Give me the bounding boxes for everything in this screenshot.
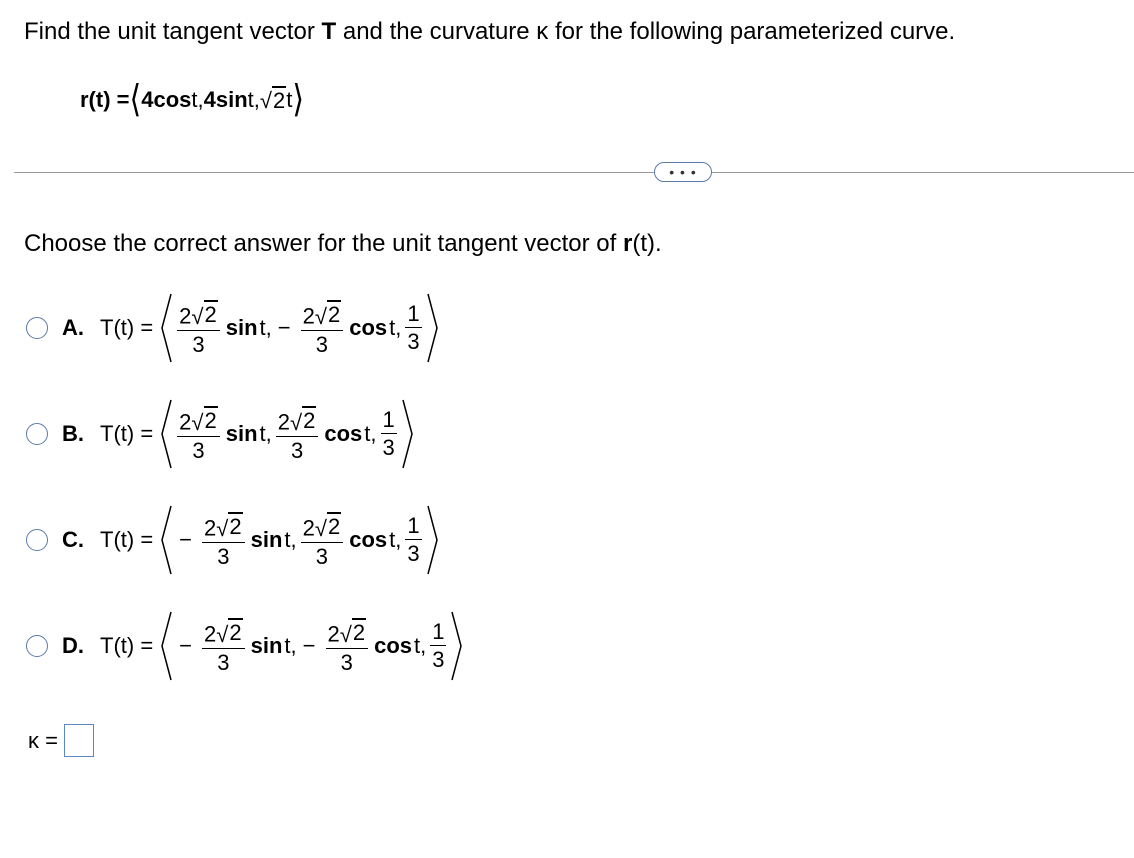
func2: cos bbox=[349, 527, 388, 552]
curve-lhs: r(t) = bbox=[80, 87, 130, 112]
sign1: − bbox=[179, 527, 193, 552]
option-d[interactable] bbox=[26, 606, 464, 686]
curvature-input[interactable] bbox=[64, 724, 94, 757]
sqrt-icon: √ bbox=[314, 515, 327, 541]
curve-c1-arg: t, bbox=[191, 87, 204, 112]
sqrt-icon: √ bbox=[339, 621, 352, 647]
func1: sin bbox=[250, 633, 283, 658]
curve-c3-radicand: 2 bbox=[272, 88, 286, 114]
prompt-r-symbol: r bbox=[623, 230, 633, 257]
sqrt-icon: √ bbox=[216, 621, 229, 647]
curve-c1-func: cos bbox=[153, 87, 192, 112]
question-part2: and the curvature κ for the following parameterized curve. bbox=[336, 18, 956, 45]
option-lhs: T(t) = bbox=[100, 315, 154, 340]
func1: sin bbox=[225, 315, 258, 340]
sqrt-icon: √ bbox=[314, 303, 327, 329]
option-vector bbox=[159, 398, 415, 470]
option-a[interactable] bbox=[26, 288, 440, 368]
left-angle-bracket-icon bbox=[159, 292, 173, 364]
curve-c3-var: t bbox=[286, 87, 293, 112]
sqrt-icon: √ bbox=[191, 303, 204, 329]
left-angle-bracket-icon bbox=[159, 398, 173, 470]
arg1: t, bbox=[259, 315, 272, 340]
sqrt-icon: √ bbox=[191, 409, 204, 435]
option-letter: A. bbox=[62, 315, 84, 340]
section-divider bbox=[14, 172, 1134, 173]
coef-fraction-1: 2 √ 2 3 bbox=[177, 300, 220, 355]
func2: cos bbox=[349, 315, 388, 340]
sqrt-icon: √ bbox=[259, 87, 272, 113]
coef-fraction-1: 2 √ 2 3 bbox=[202, 512, 245, 567]
option-lhs: T(t) = bbox=[100, 633, 154, 658]
question-part1: Find the unit tangent vector bbox=[24, 18, 322, 45]
option-c[interactable] bbox=[26, 500, 440, 580]
coef-fraction-2: 2 √ 2 3 bbox=[301, 512, 344, 567]
radio-button[interactable] bbox=[26, 423, 48, 445]
sqrt-icon: √ bbox=[290, 409, 303, 435]
option-b[interactable] bbox=[26, 394, 415, 474]
func1: sin bbox=[225, 421, 258, 446]
coef-fraction-2: 2 √ 2 3 bbox=[276, 406, 319, 461]
left-angle-bracket-icon bbox=[159, 610, 173, 682]
func2: cos bbox=[374, 633, 412, 658]
left-angle-bracket-icon bbox=[159, 504, 173, 576]
sign2: − bbox=[302, 633, 316, 658]
curve-c2-func: sin bbox=[215, 87, 248, 112]
third-fraction: $\frac{1}{3}$ bbox=[407, 301, 420, 354]
radio-button[interactable] bbox=[26, 635, 48, 657]
coef-fraction-1: 2 √ 2 3 bbox=[177, 406, 220, 461]
curve-c3-sqrt bbox=[260, 86, 286, 113]
answer-prompt bbox=[24, 230, 662, 258]
coef-fraction-2: 2 √ 2 3 bbox=[326, 618, 369, 673]
sign2: − bbox=[277, 315, 291, 340]
question-text bbox=[24, 18, 955, 46]
option-vector bbox=[159, 610, 464, 682]
arg2: t, bbox=[414, 633, 427, 658]
coef-fraction-1: 2 √ 2 3 bbox=[202, 618, 245, 673]
arg1: t, bbox=[259, 421, 272, 446]
option-vector bbox=[159, 292, 439, 364]
coef-fraction-2: 2 √ 2 3 bbox=[301, 300, 344, 355]
curve-close-bracket: ⟩ bbox=[292, 78, 305, 120]
func2: cos bbox=[324, 421, 363, 446]
third-fraction: $\frac{1}{3}$ bbox=[407, 513, 420, 566]
kappa-label: κ = bbox=[28, 727, 58, 753]
sqrt-icon: √ bbox=[216, 515, 229, 541]
sign1: − bbox=[179, 633, 193, 658]
option-lhs: T(t) = bbox=[100, 527, 154, 552]
curvature-answer-row bbox=[28, 724, 94, 757]
given-curve bbox=[80, 80, 304, 120]
right-angle-bracket-icon bbox=[401, 398, 415, 470]
arg2: t, bbox=[389, 315, 402, 340]
third-fraction: $\frac{1}{3}$ bbox=[432, 619, 445, 672]
right-angle-bracket-icon bbox=[426, 504, 440, 576]
third-fraction: $\frac{1}{3}$ bbox=[382, 407, 395, 460]
curve-c2-coef: 4 bbox=[203, 87, 216, 112]
arg2: t, bbox=[364, 421, 377, 446]
curve-c1-coef: 4 bbox=[141, 87, 154, 112]
radio-button[interactable] bbox=[26, 529, 48, 551]
arg1: t, bbox=[284, 633, 297, 658]
prompt-suffix: (t). bbox=[632, 230, 662, 257]
option-vector bbox=[159, 504, 439, 576]
arg2: t, bbox=[389, 527, 402, 552]
curve-open-bracket: ⟨ bbox=[129, 78, 142, 120]
more-options-button[interactable]: • • • bbox=[654, 162, 712, 182]
prompt-text: Choose the correct answer for the unit tangent vector of bbox=[24, 230, 623, 257]
right-angle-bracket-icon bbox=[426, 292, 440, 364]
option-lhs: T(t) = bbox=[100, 421, 154, 446]
tangent-symbol: T bbox=[321, 18, 337, 45]
func1: sin bbox=[250, 527, 283, 552]
option-letter: B. bbox=[62, 421, 84, 446]
option-letter: D. bbox=[62, 633, 84, 658]
arg1: t, bbox=[284, 527, 297, 552]
option-letter: C. bbox=[62, 527, 84, 552]
curve-c2-arg: t, bbox=[247, 87, 260, 112]
right-angle-bracket-icon bbox=[450, 610, 464, 682]
radio-button[interactable] bbox=[26, 317, 48, 339]
